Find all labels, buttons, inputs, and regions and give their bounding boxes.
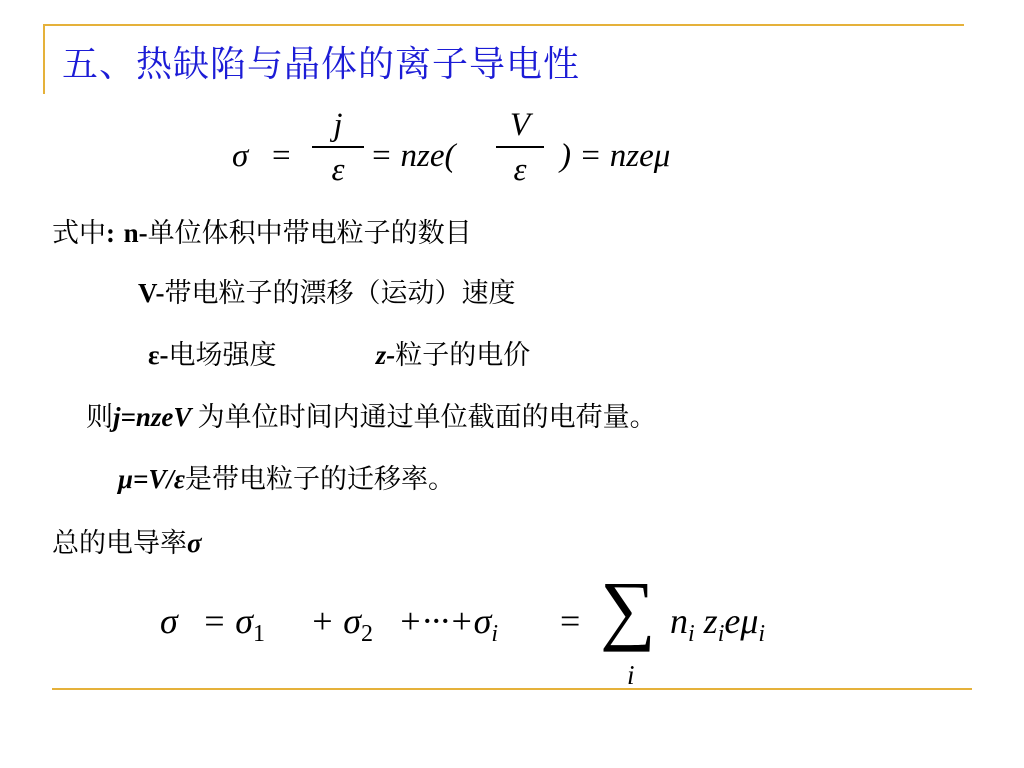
eq2-product [670, 600, 765, 648]
bottom-rule [52, 688, 972, 690]
eq2-equals: = [560, 601, 581, 641]
definition-line-n [52, 216, 472, 251]
eq2-term-i-base: +···+σ [398, 601, 492, 641]
eq1-end: ) = nzeμ [560, 138, 671, 174]
eq1-middle: = nze( [370, 138, 456, 174]
mobility-line [118, 462, 455, 497]
eq2-term-i-sub: i [491, 621, 499, 647]
var-epsilon: ε- [148, 340, 169, 370]
fraction-v-over-epsilon [496, 104, 544, 190]
frac1-denominator: ε [331, 152, 345, 188]
eq2-term2-sub: 2 [361, 621, 374, 647]
def-v-text: 带电粒子的漂移（运动）速度 [164, 278, 516, 309]
var-v: V- [138, 278, 165, 308]
then-label: 则 [86, 402, 113, 433]
fraction-j-over-epsilon [312, 104, 364, 190]
colon: : [106, 218, 115, 248]
eq2-mu: μ [740, 601, 759, 641]
eq2-term1-sub: 1 [253, 621, 266, 647]
formula-j: j=nzeV [113, 402, 198, 432]
top-rule [43, 24, 964, 26]
def-epsilon-text: 电场强度 [168, 340, 277, 371]
summation-symbol: ∑ [600, 565, 656, 652]
definition-line-v [138, 276, 516, 311]
frac1-numerator: j [333, 107, 343, 143]
total-conductivity-line [52, 526, 202, 561]
prefix-label: 式中 [52, 218, 106, 249]
eq2-term-i [398, 600, 498, 648]
frac2-numerator: V [509, 107, 531, 143]
eq2-term1 [202, 600, 265, 648]
eq2-term2 [310, 600, 373, 648]
sigma-symbol: σ [187, 528, 202, 558]
eq2-e: e [724, 601, 741, 641]
eq2-z: z [703, 601, 718, 641]
eq2-term1-base: = σ [202, 601, 254, 641]
total-conductivity-equation [160, 565, 860, 690]
current-density-line [86, 400, 657, 435]
formula-mu: μ=V/ε [118, 464, 185, 494]
eq1-sigma: σ [232, 138, 249, 174]
summation-index: i [627, 660, 635, 690]
total-conductivity-text: 总的电导率 [52, 528, 187, 559]
slide-title: 五、热缺陷与晶体的离子导电性 [62, 44, 581, 85]
eq2-term2-base: + σ [310, 601, 362, 641]
eq2-z-sub: i [717, 621, 725, 647]
var-n: n- [123, 218, 148, 248]
eq1-equals: = [272, 138, 291, 174]
definition-line-epsilon-z [148, 338, 530, 373]
frac2-denominator: ε [513, 152, 527, 188]
mobility-text: 是带电粒子的迁移率。 [185, 464, 455, 495]
left-rule [43, 24, 45, 94]
def-z-text: 粒子的电价 [395, 340, 531, 371]
current-density-text: 为单位时间内通过单位截面的电荷量。 [197, 402, 657, 433]
eq2-n: n [670, 601, 688, 641]
eq2-mu-sub: i [758, 621, 766, 647]
eq2-lhs: σ [160, 601, 178, 641]
conductivity-equation [232, 104, 712, 209]
def-n-text: 单位体积中带电粒子的数目 [147, 218, 472, 249]
eq2-n-sub: i [688, 621, 695, 647]
var-z: z- [375, 340, 396, 370]
